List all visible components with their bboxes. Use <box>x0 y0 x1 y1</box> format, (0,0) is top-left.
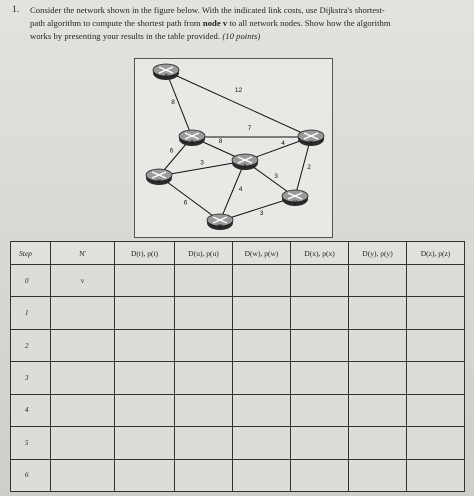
distance-cell[interactable] <box>349 394 407 426</box>
step-cell: 1 <box>11 297 51 329</box>
table-header-cell: D(x), p(x) <box>291 242 349 265</box>
question-line-2 <box>30 17 470 30</box>
node-label-x: x <box>190 138 194 146</box>
node-label-w: w <box>217 222 223 230</box>
distance-cell[interactable] <box>233 265 291 297</box>
question-line-2-end: to all network nodes. Show how the algorithm <box>227 18 391 28</box>
edge-cost-v-w: 6 <box>183 199 188 207</box>
edge-cost-y-u: 2 <box>307 164 311 171</box>
distance-cell[interactable] <box>233 427 291 459</box>
router-node-x <box>179 130 205 146</box>
distance-cell[interactable] <box>175 459 233 491</box>
table-header-cell: D(t), p(t) <box>115 242 175 265</box>
nprime-cell[interactable]: v <box>51 265 115 297</box>
nprime-cell[interactable] <box>51 459 115 491</box>
router-node-y <box>298 130 324 146</box>
distance-cell[interactable] <box>115 329 175 361</box>
distance-cell[interactable] <box>115 459 175 491</box>
distance-cell[interactable] <box>233 297 291 329</box>
table-row <box>11 459 465 491</box>
edge-cost-t-u: 3 <box>274 173 278 180</box>
table-row <box>11 362 465 394</box>
table-header-cell: D(u), p(u) <box>175 242 233 265</box>
table-header-cell: N' <box>51 242 115 265</box>
distance-cell[interactable] <box>407 329 465 361</box>
distance-cell[interactable] <box>115 297 175 329</box>
distance-cell[interactable] <box>291 265 349 297</box>
question-line-3 <box>30 30 470 43</box>
distance-cell[interactable] <box>115 265 175 297</box>
distance-cell[interactable] <box>349 362 407 394</box>
step-cell: 3 <box>11 362 51 394</box>
edge-cost-z-y: 12 <box>234 87 243 94</box>
distance-cell[interactable] <box>291 362 349 394</box>
edge-cost-z-x: 8 <box>171 99 175 106</box>
edge-cost-x-y: 7 <box>247 125 252 132</box>
nprime-cell[interactable] <box>51 297 115 329</box>
step-cell: 0 <box>11 265 51 297</box>
distance-cell[interactable] <box>291 459 349 491</box>
router-node-u <box>282 190 308 206</box>
distance-cell[interactable] <box>349 459 407 491</box>
edge-cost-u-w: 3 <box>259 210 264 217</box>
distance-cell[interactable] <box>175 394 233 426</box>
nprime-cell[interactable] <box>51 394 115 426</box>
step-cell: 5 <box>11 427 51 459</box>
distance-cell[interactable] <box>115 427 175 459</box>
node-label-z: z <box>164 72 168 80</box>
edge-cost-x-t: 8 <box>218 138 223 145</box>
distance-cell[interactable] <box>407 394 465 426</box>
edge-cost-v-t: 3 <box>200 159 204 167</box>
distance-cell[interactable] <box>175 265 233 297</box>
distance-cell[interactable] <box>349 329 407 361</box>
table-row <box>11 265 465 297</box>
node-label-v: v <box>157 177 161 185</box>
distance-cell[interactable] <box>291 427 349 459</box>
router-node-t <box>232 154 258 170</box>
distance-cell[interactable] <box>233 459 291 491</box>
network-figure <box>134 58 333 238</box>
router-node-v <box>146 169 172 185</box>
distance-cell[interactable] <box>407 265 465 297</box>
table-header-cell: D(z), p(z) <box>407 242 465 265</box>
step-cell: 6 <box>11 459 51 491</box>
nprime-cell[interactable] <box>51 427 115 459</box>
nprime-cell[interactable] <box>51 329 115 361</box>
table-header-cell: Step <box>11 242 51 265</box>
distance-cell[interactable] <box>233 329 291 361</box>
table-header-row <box>11 242 465 265</box>
distance-cell[interactable] <box>175 362 233 394</box>
distance-cell[interactable] <box>291 297 349 329</box>
distance-cell[interactable] <box>407 297 465 329</box>
table-row <box>11 297 465 329</box>
table-header-cell: D(y), p(y) <box>349 242 407 265</box>
router-node-w <box>207 214 233 230</box>
dijkstra-table <box>10 241 465 492</box>
step-cell: 4 <box>11 394 51 426</box>
distance-cell[interactable] <box>407 459 465 491</box>
question-line-3-start: works by presenting your results in the table provided. <box>30 31 223 41</box>
table-row <box>11 427 465 459</box>
distance-cell[interactable] <box>291 329 349 361</box>
distance-cell[interactable] <box>175 427 233 459</box>
edge-cost-t-w: 4 <box>238 186 243 193</box>
node-label-y: y <box>309 138 313 146</box>
distance-cell[interactable] <box>233 394 291 426</box>
distance-cell[interactable] <box>349 265 407 297</box>
question-text <box>30 4 470 43</box>
source-node-label: node v <box>202 18 228 28</box>
edge-cost-x-v: 6 <box>169 147 174 155</box>
edge-cost-t-y: 4 <box>281 140 285 147</box>
table-header-cell: D(w), p(w) <box>233 242 291 265</box>
network-graph <box>135 59 332 237</box>
table-row <box>11 329 465 361</box>
question-points: (10 points) <box>222 31 261 41</box>
question-line-2-start: path algorithm to compute the shortest path from <box>30 18 203 28</box>
node-label-u: u <box>293 198 297 206</box>
distance-cell[interactable] <box>407 362 465 394</box>
step-cell: 2 <box>11 329 51 361</box>
distance-cell[interactable] <box>407 427 465 459</box>
distance-cell[interactable] <box>115 362 175 394</box>
table-row <box>11 394 465 426</box>
distance-cell[interactable] <box>175 297 233 329</box>
dijkstra-table-container <box>10 241 464 492</box>
distance-cell[interactable] <box>115 394 175 426</box>
question-number: 1. <box>12 5 20 15</box>
router-node-z <box>153 64 179 80</box>
distance-cell[interactable] <box>291 394 349 426</box>
question-line-1: Consider the network shown in the figure below. With the indicated link costs, use Dijkstra's shortest- <box>30 5 385 15</box>
distance-cell[interactable] <box>349 297 407 329</box>
distance-cell[interactable] <box>349 427 407 459</box>
distance-cell[interactable] <box>175 329 233 361</box>
node-label-t: t <box>244 162 246 170</box>
table-body <box>11 265 465 492</box>
distance-cell[interactable] <box>233 362 291 394</box>
nprime-cell[interactable] <box>51 362 115 394</box>
